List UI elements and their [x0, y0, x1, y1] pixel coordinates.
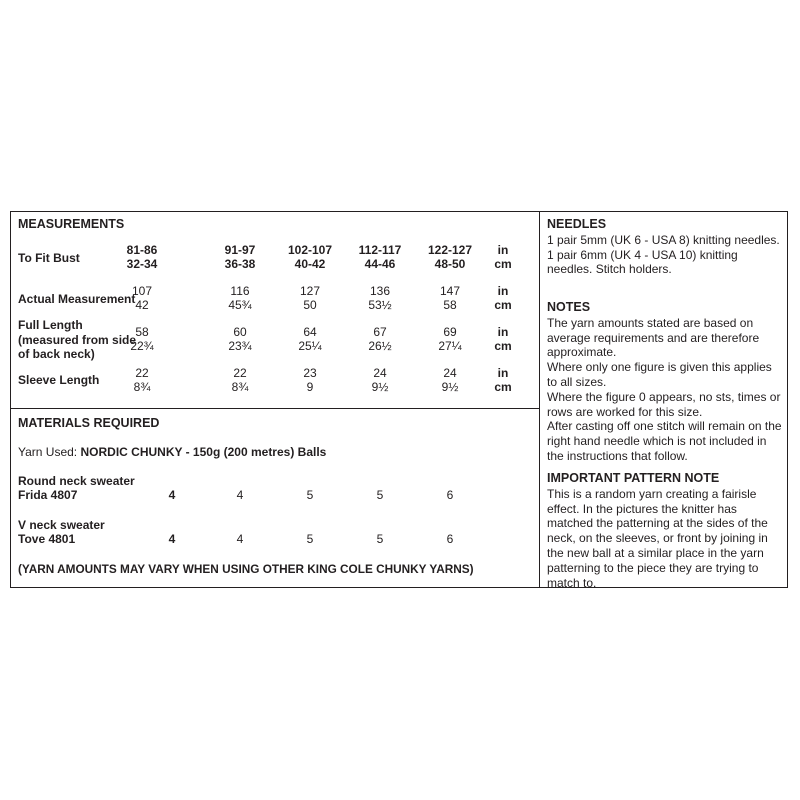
round-neck-balls-1: 4 — [168, 488, 176, 502]
row-label-full-length: Full Length (measured from side of back neck) — [18, 318, 137, 361]
v-neck-balls-3: 5 — [306, 532, 314, 546]
actual-size-5: 147 58 — [439, 284, 461, 312]
sleeve-unit: in cm — [494, 366, 512, 394]
notes-line-4: After casting off one stitch will remain on the right hand needle which is not included in the instructions that follow. — [547, 419, 782, 463]
pattern-note-text: This is a random yarn creating a fairisle effect. In the pictures the knitter has matched the patterning at the sides of the neck, on the sleeves, or front by joining in the new ball at a similar place in the yarn patterning to the piece they are trying to match to. — [547, 486, 768, 590]
v-neck-balls-4: 5 — [376, 532, 384, 546]
yarn-used-prefix: Yarn Used: — [18, 445, 81, 459]
length-size-3: 64 25¼ — [298, 325, 322, 353]
yarn-footnote: (YARN AMOUNTS MAY VARY WHEN USING OTHER KING COLE CHUNKY YARNS) — [18, 562, 474, 576]
notes-line-3: Where the figure 0 appears, no sts, times or rows are worked for this size. — [547, 389, 781, 419]
yarn-used-line — [18, 445, 326, 459]
measurements-heading: MEASUREMENTS — [18, 217, 125, 231]
notes-line-2: Where only one figure is given this applies to all sizes. — [547, 360, 772, 389]
length-size-1: 58 22¾ — [130, 325, 154, 353]
actual-size-4: 136 53½ — [368, 284, 392, 312]
column-divider — [539, 211, 540, 588]
row-label-actual: Actual Measurement — [18, 292, 136, 306]
length-size-5: 69 27¼ — [438, 325, 462, 353]
yarn-name: NORDIC CHUNKY - 150g (200 metres) Balls — [80, 445, 327, 459]
sleeve-size-5: 24 9½ — [441, 366, 459, 394]
sleeve-size-1: 22 8¾ — [133, 366, 151, 394]
pattern-note-section — [547, 471, 783, 590]
needles-line-1: 1 pair 5mm (UK 6 - USA 8) knitting needles. — [547, 232, 780, 247]
item-label-round-neck: Round neck sweater Frida 4807 — [18, 474, 135, 502]
round-neck-balls-4: 5 — [376, 488, 384, 502]
sleeve-size-4: 24 9½ — [371, 366, 389, 394]
bust-size-4: 112-117 44-46 — [358, 243, 402, 271]
needles-line-2: 1 pair 6mm (UK 4 - USA 10) knitting needles. Stitch holders. — [547, 247, 738, 277]
sleeve-size-3: 23 9 — [303, 366, 317, 394]
actual-size-1: 107 42 — [131, 284, 153, 312]
length-unit: in cm — [494, 325, 512, 353]
bust-size-1: 81-86 32-34 — [126, 243, 158, 271]
row-label-bust: To Fit Bust — [18, 251, 80, 265]
sleeve-size-2: 22 8¾ — [231, 366, 249, 394]
notes-section — [547, 300, 783, 464]
notes-line-1: The yarn amounts stated are based on average requirements and are therefore approximate. — [547, 315, 760, 360]
item-label-v-neck: V neck sweater Tove 4801 — [18, 518, 105, 546]
row-label-sleeve: Sleeve Length — [18, 373, 100, 387]
actual-unit: in cm — [494, 284, 512, 312]
round-neck-balls-5: 6 — [446, 488, 454, 502]
length-size-2: 60 23¾ — [228, 325, 252, 353]
pattern-note-heading: IMPORTANT PATTERN NOTE — [547, 471, 720, 485]
actual-size-2: 116 45¾ — [228, 284, 252, 312]
length-size-4: 67 26½ — [368, 325, 392, 353]
bust-size-5: 122-127 48-50 — [427, 243, 473, 271]
v-neck-balls-2: 4 — [236, 532, 244, 546]
needles-heading: NEEDLES — [547, 217, 607, 231]
round-neck-balls-3: 5 — [306, 488, 314, 502]
materials-heading: MATERIALS REQUIRED — [18, 416, 160, 430]
section-divider — [10, 408, 540, 409]
notes-heading: NOTES — [547, 300, 591, 314]
actual-size-3: 127 50 — [299, 284, 321, 312]
needles-section — [547, 217, 783, 277]
bust-unit: in cm — [494, 243, 512, 271]
v-neck-balls-1: 4 — [168, 532, 176, 546]
round-neck-balls-2: 4 — [236, 488, 244, 502]
bust-size-2: 91-97 36-38 — [224, 243, 256, 271]
v-neck-balls-5: 6 — [446, 532, 454, 546]
bust-size-3: 102-107 40-42 — [287, 243, 333, 271]
